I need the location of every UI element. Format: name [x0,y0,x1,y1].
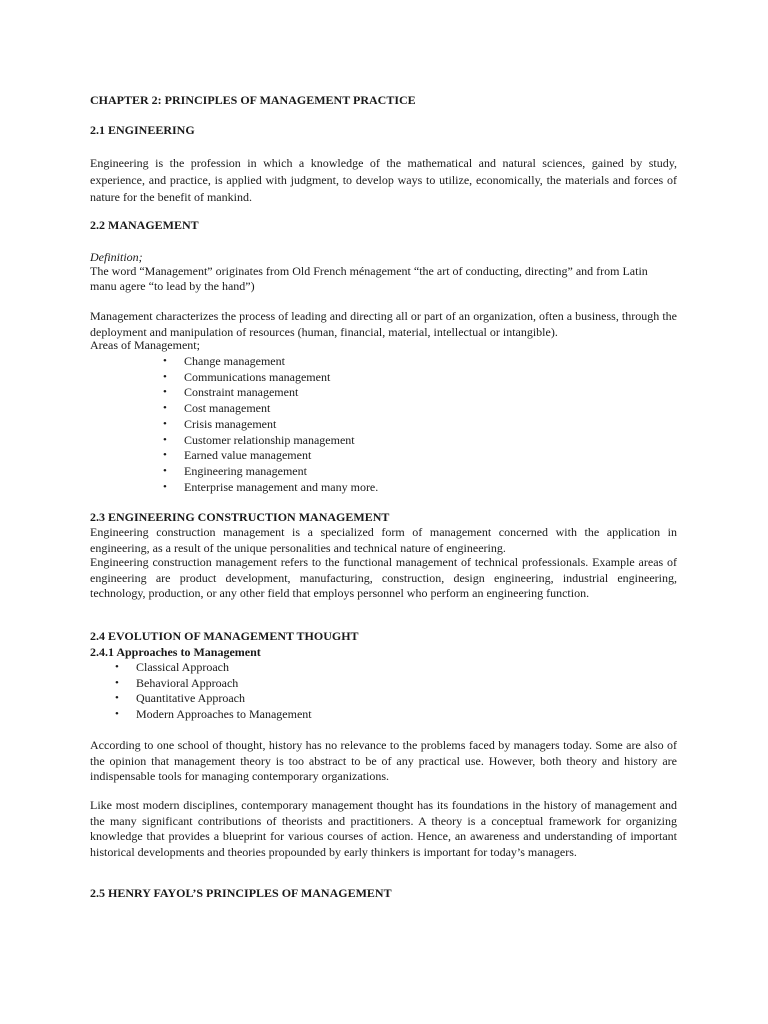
bullet-icon: • [115,708,119,721]
list-item: • Earned value management [163,448,312,463]
section-2-4-1-heading: 2.4.1 Approaches to Management [90,645,261,659]
list-item: • Constraint management [163,385,299,400]
bullet-icon: • [163,402,167,415]
chapter-title: CHAPTER 2: PRINCIPLES OF MANAGEMENT PRACTICE [90,93,416,107]
list-item: • Engineering management [163,463,307,478]
list-item: • Change management [163,354,285,368]
list-item: • Classical Approach [115,660,229,674]
list-item: • Communications management [163,369,331,384]
section-2-3-para-1: Engineering construction management is a specialized form of management concerned with the application in engineering, as a result of the unique personalities and technical nature of engineering. [90,525,677,555]
list-item: • Crisis management [163,416,277,431]
definition-line-1: The word “Management” originates from Old French ménagement “the art of conducting, directing” and from Latin [90,264,648,278]
bullet-icon: • [115,692,119,705]
bullet-icon: • [163,480,167,493]
list-item: • Quantitative Approach [115,691,245,706]
bullet-icon: • [115,676,119,689]
section-2-1-body: Engineering is the profession in which a knowledge of the mathematical and natural sciences, gained by study, experience, and practice, is applied with judgment, to develop ways to utilize, economically, the materials and forces of nature for the benefit of mankind. [90,156,677,204]
bullet-icon: • [163,417,167,430]
section-2-1-heading: 2.1 ENGINEERING [90,123,195,137]
section-2-5-heading: 2.5 HENRY FAYOL’S PRINCIPLES OF MANAGEMENT [90,886,392,900]
bullet-icon: • [163,370,167,383]
management-paragraph: Management characterizes the process of leading and directing all or part of an organization, often a business, through the deployment and manipulation of resources (human, financial, material, intellectual or intangible). [90,309,677,339]
areas-label: Areas of Management; [90,338,200,352]
list-item: • Customer relationship management [163,432,355,447]
bullet-icon: • [163,449,167,462]
list-item: • Cost management [163,401,271,416]
section-2-2-heading: 2.2 MANAGEMENT [90,218,199,232]
list-item: • Enterprise management and many more. [163,479,379,494]
areas-list [163,354,379,495]
bullet-icon: • [115,661,119,673]
section-2-4-para-1: According to one school of thought, history has no relevance to the problems faced by managers today. Some are also of the opinion that management theory is too abstract to be of any practical use. However, both theory and history are indispensable tools for managing contemporary organizations. [90,738,677,783]
list-item: • Behavioral Approach [115,675,239,690]
section-2-3-heading: 2.3 ENGINEERING CONSTRUCTION MANAGEMENT [90,510,390,524]
bullet-icon: • [163,386,167,399]
definition-label: Definition; [90,250,143,264]
bullet-icon: • [163,355,167,367]
section-2-4-para-2: Like most modern disciplines, contemporary management thought has its foundations in the history of management and the many significant contributions of theorists and practitioners. A theory is a conceptual framework for organizing knowledge that provides a blueprint for various courses of action. Hence, an awareness and understanding of important historical developments and theories propounded by early thinkers is important for today’s managers. [90,798,677,859]
approaches-list [115,660,312,723]
section-2-4-heading: 2.4 EVOLUTION OF MANAGEMENT THOUGHT [90,629,359,643]
section-2-3-para-2: Engineering construction management refers to the functional management of technical professionals. Example areas of engineering are product development, manufacturing, construction, design engineering, industrial engineering, technology, production, or any other field that employs personnel who perform an engineering function. [90,555,677,600]
bullet-icon: • [163,433,167,446]
definition-line-2: manu agere “to lead by the hand”) [90,279,255,293]
list-item: • Modern Approaches to Management [115,707,312,722]
bullet-icon: • [163,464,167,477]
